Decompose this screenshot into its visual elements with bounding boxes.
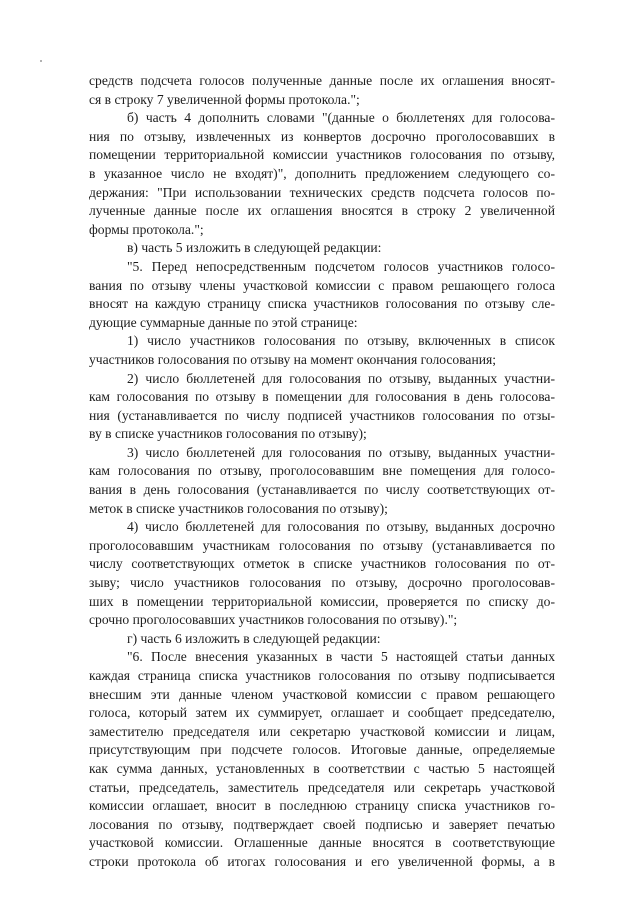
- text-line: ших в помещении территориальной комиссии, проверяется по списку до-: [89, 593, 555, 609]
- text-line: в) часть 5 изложить в следующей редакции:: [127, 240, 382, 256]
- document-body: [89, 72, 555, 872]
- text-line: б) часть 4 дополнить словами "(данные о бюллетенях для голосова-: [127, 110, 555, 126]
- text-line: ния по отзыву, извлеченных из конвертов досрочно проголосовавших в: [89, 128, 555, 144]
- text-line: 1) число участников голосования по отзыву, включенных в список: [127, 333, 555, 349]
- text-line: держания: "При использовании технических средств подсчета голосов по-: [89, 184, 555, 200]
- text-line: в указанное число не входят)", дополнить предложением следующего со-: [89, 165, 555, 181]
- text-line: меток в списке участников голосования по отзыву);: [89, 500, 388, 516]
- text-line: "5. Перед непосредственным подсчетом голосов участников голосо-: [127, 258, 555, 274]
- text-line: кам голосования по отзыву в помещении для голосования в день голосова-: [89, 389, 555, 405]
- text-line: срочно проголосовавших участников голосования по отзыву).";: [89, 612, 458, 628]
- text-line: проголосовавшим участникам голосования по отзыву (устанавливается по: [89, 537, 555, 553]
- text-line: зыву; число участников голосования по отзыву, досрочно проголосовав-: [89, 575, 555, 591]
- text-line: ния (устанавливается по числу подписей участников голосования по отзы-: [89, 407, 555, 423]
- text-line: "6. После внесения указанных в части 5 настоящей статьи данных: [127, 649, 555, 665]
- text-line: ву в списке участников голосования по отзыву);: [89, 426, 367, 442]
- text-line: помещении территориальной комиссии участников голосования по отзыву,: [89, 147, 555, 163]
- text-line: формы протокола.";: [89, 221, 204, 237]
- scan-speck: [40, 60, 42, 62]
- text-line: вания в день голосования (устанавливается по числу соответствующих от-: [89, 482, 555, 498]
- text-line: присутствующим при подсчете голосов. Итоговые данные, определяемые: [89, 742, 555, 758]
- text-line: статьи, председатель, заместитель председателя или секретарь участковой: [89, 779, 555, 795]
- text-line: заместителю председателя или секретарю участковой комиссии и лицам,: [89, 723, 555, 739]
- text-line: комиссии оглашает, вносит в последнюю страницу списка участников го-: [89, 798, 555, 814]
- text-line: 4) число бюллетеней для голосования по отзыву, выданных досрочно: [127, 519, 555, 535]
- text-line: вания по отзыву члены участковой комиссии с правом решающего голоса: [89, 277, 555, 293]
- text-line: ся в строку 7 увеличенной формы протокола.";: [89, 91, 360, 107]
- text-line: г) часть 6 изложить в следующей редакции:: [127, 630, 381, 646]
- text-line: строки протокола об итогах голосования и его увеличенной формы, а в: [89, 853, 555, 869]
- text-line: каждая страница списка участников голосования по отзыву подписывается: [89, 668, 555, 683]
- text-line: участников голосования по отзыву на момент окончания голосования;: [89, 351, 497, 367]
- text-line: внесшим эти данные членом участковой комиссии с правом решающего: [89, 686, 555, 702]
- text-line: дующие суммарные данные по этой странице:: [89, 314, 358, 330]
- text-line: кам голосования по отзыву, проголосовавшим вне помещения для голосо-: [89, 463, 555, 479]
- text-line: голоса, который затем их суммирует, оглашает и сообщает председателю,: [89, 705, 555, 721]
- text-line: 3) число бюллетеней для голосования по отзыву, выданных участни-: [127, 444, 555, 460]
- text-line: как сумма данных, установленных в соответствии с частью 5 настоящей: [89, 760, 555, 776]
- text-line: вносят на каждую страницу списка участников голосования по отзыву сле-: [89, 296, 555, 312]
- text-line: числу соответствующих отметок в списке участников голосования по от-: [89, 556, 555, 572]
- text-line: участковой комиссии. Оглашенные данные вносятся в соответствующие: [89, 835, 555, 851]
- text-line: средств подсчета голосов полученные данные после их оглашения вносят-: [89, 73, 555, 88]
- text-line: лученные данные после их оглашения вносятся в строку 2 увеличенной: [89, 203, 555, 219]
- text-line: лосования по отзыву, подтверждает своей подписью и заверяет печатью: [89, 816, 555, 832]
- text-line: 2) число бюллетеней для голосования по отзыву, выданных участни-: [127, 370, 555, 386]
